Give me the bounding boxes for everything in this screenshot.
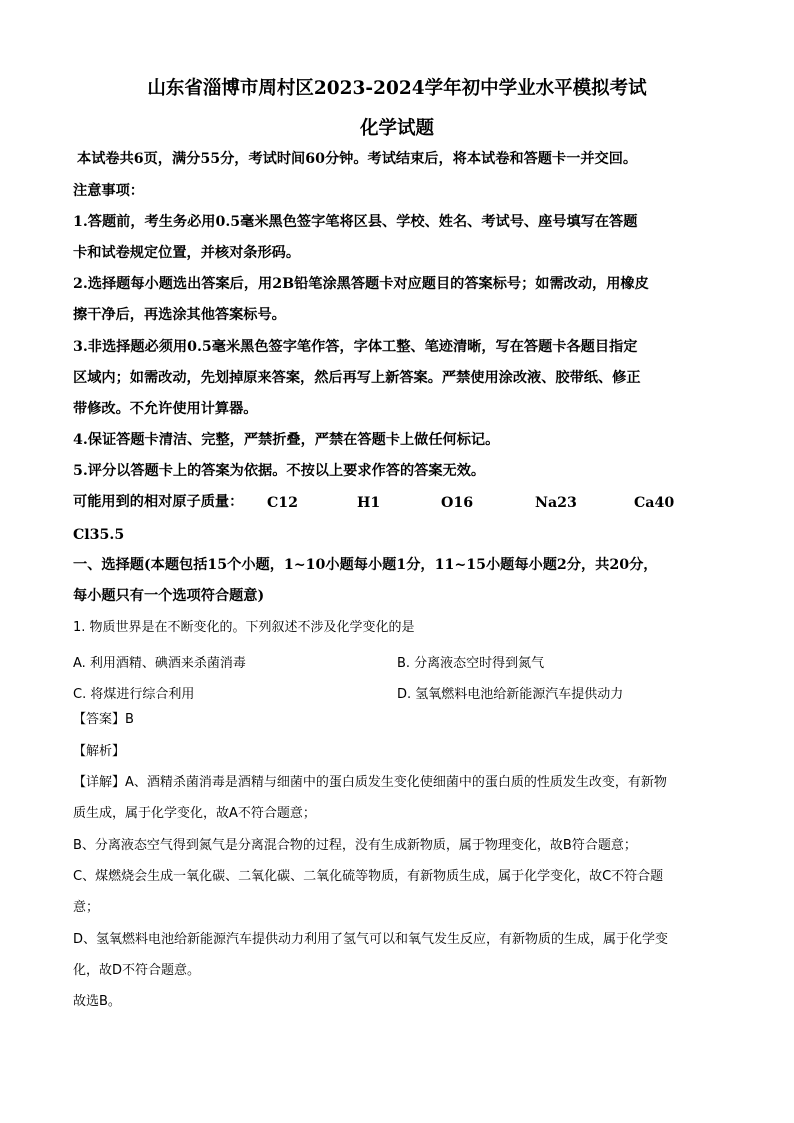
detail-line: 意；: [73, 900, 100, 915]
detail-line: 化，故D不符合题意。: [73, 963, 201, 978]
atomic-mass-item: Na23: [535, 495, 577, 511]
detail-line: 质生成，属于化学变化，故A不符合题意；: [73, 806, 316, 821]
notice-line: 3.非选择题必须用0.5毫米黑色签字笔作答，字体工整、笔迹清晰，写在答题卡各题目指定: [73, 339, 638, 355]
atomic-mass-item: Cl35.5: [73, 527, 125, 543]
section-heading: 一、选择题(本题包括15个小题，1~10小题每小题1分，11~15小题每小题2分，共20分，: [73, 557, 658, 573]
notice-line: 5.评分以答题卡上的答案为依据。不按以上要求作答的答案无效。: [73, 463, 486, 479]
option-d: D. 氢氧燃料电池给新能源汽车提供动力: [397, 687, 624, 702]
atomic-mass-item: Ca40: [634, 495, 675, 511]
detail-line: 故选B。: [73, 994, 121, 1009]
question-stem: 1. 物质世界是在不断变化的。下列叙述不涉及化学变化的是: [73, 620, 415, 635]
atomic-mass-item: O16: [441, 495, 474, 511]
notice-heading: 注意事项：: [73, 183, 144, 199]
analysis-label: 【解析】: [73, 744, 126, 759]
exam-subtitle: 化学试题: [359, 118, 434, 139]
notice-line: 4.保证答题卡清洁、完整，严禁折叠，严禁在答题卡上做任何标记。: [73, 432, 500, 448]
detail-line: 【详解】A、酒精杀菌消毒是酒精与细菌中的蛋白质发生变化使细菌中的蛋白质的性质发生改变，有新物: [73, 775, 667, 790]
detail-line: C、煤燃烧会生成一氧化碳、二氧化碳、二氧化硫等物质，有新物质生成，属于化学变化，故C不符合题: [73, 869, 664, 884]
notice-line: 区域内；如需改动，先划掉原来答案，然后再写上新答案。严禁使用涂改液、胶带纸、修正: [73, 370, 641, 386]
atomic-mass-label: 可能用到的相对原子质量：: [73, 494, 244, 510]
answer-label: 【答案】B: [73, 712, 134, 727]
exam-title: 山东省淄博市周村区2023-2024学年初中学业水平模拟考试: [147, 78, 647, 99]
notice-line: 带修改。不允许使用计算器。: [73, 401, 258, 417]
option-b: B. 分离液态空时得到氮气: [397, 656, 545, 671]
notice-line: 2.选择题每小题选出答案后，用2B铅笔涂黑答题卡对应题目的答案标号；如需改动，用橡皮: [73, 276, 649, 292]
atomic-mass-item: C12: [267, 495, 299, 511]
section-heading-cont: 每小题只有一个选项符合题意): [73, 588, 265, 604]
notice-line: 1.答题前，考生务必用0.5毫米黑色签字笔将区县、学校、姓名、考试号、座号填写在答题: [73, 214, 638, 230]
detail-line: D、氢氧燃料电池给新能源汽车提供动力利用了氢气可以和氧气发生反应，有新物质的生成，属于化学变: [73, 932, 669, 947]
option-c: C. 将煤进行综合利用: [73, 687, 195, 702]
notice-line: 擦干净后，再选涂其他答案标号。: [73, 307, 286, 323]
detail-line: B、分离液态空气得到氮气是分离混合物的过程，没有生成新物质，属于物理变化，故B符合题意；: [73, 838, 637, 853]
exam-intro: 本试卷共6页，满分55分，考试时间60分钟。考试结束后，将本试卷和答题卡一并交回。: [77, 151, 638, 167]
atomic-mass-item: H1: [357, 495, 381, 511]
option-a: A. 利用酒精、碘酒来杀菌消毒: [73, 656, 246, 671]
notice-line: 卡和试卷规定位置，并核对条形码。: [73, 245, 301, 261]
